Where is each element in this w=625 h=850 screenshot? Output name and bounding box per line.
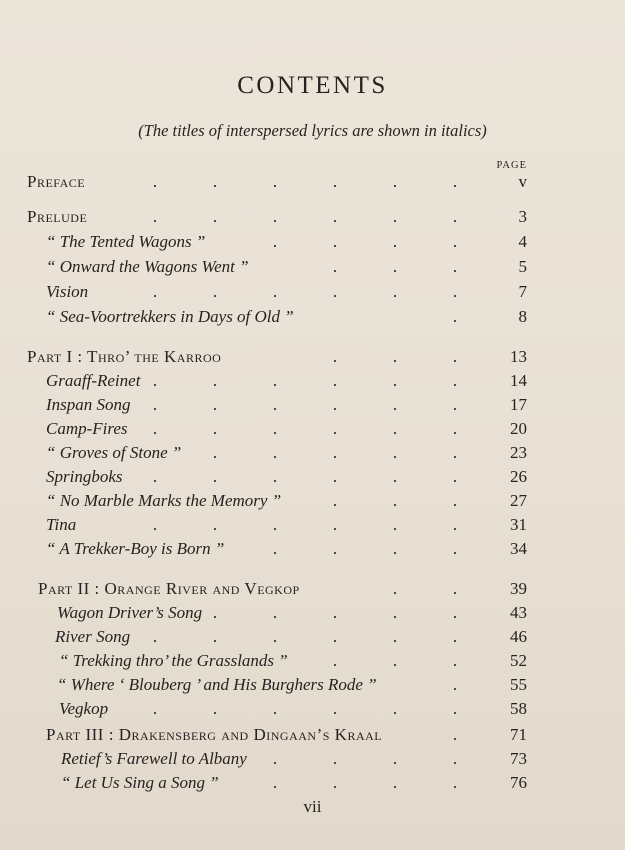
toc-entry-page-number: 27	[510, 491, 527, 510]
dot-leader: . . . . . .	[152, 419, 458, 438]
dot-leader: . . . . . .	[152, 371, 458, 390]
toc-entry-title: Prelude	[27, 207, 88, 226]
toc-entry	[0, 489, 625, 513]
toc-entry	[0, 417, 625, 441]
toc-entry-page-number: 58	[510, 699, 527, 718]
toc-entry	[0, 465, 625, 489]
page-column-heading: PAGE	[496, 160, 527, 171]
toc-entry-title: Part II : Orange River and Vegkop	[38, 579, 300, 598]
dot-leader: . . .	[332, 651, 458, 670]
toc-entry-page-number: 43	[510, 603, 527, 622]
dot-leader: . . . .	[272, 539, 458, 558]
dot-leader: . .	[392, 579, 458, 598]
toc-entry	[0, 205, 625, 229]
toc-entry-page-number: 14	[510, 371, 527, 390]
dot-leader: . . . . .	[212, 443, 458, 462]
toc-entry	[0, 230, 625, 254]
toc-entry-title: “ Onward the Wagons Went ”	[46, 257, 249, 276]
toc-entry-page-number: 73	[510, 749, 527, 768]
toc-entry-title: Graaff-Reinet	[46, 371, 141, 390]
toc-entry-title: Part III : Drakensberg and Dingaan’s Kraal	[46, 725, 383, 744]
toc-entry	[0, 771, 625, 795]
toc-entry-page-number: 20	[510, 419, 527, 438]
toc-entry-title: Springboks	[46, 467, 123, 486]
toc-entry	[0, 345, 625, 369]
toc-entry-page-number: 26	[510, 467, 527, 486]
toc-entry-title: Retief’s Farewell to Albany	[61, 749, 247, 768]
toc-entry-title: Camp-Fires	[46, 419, 128, 438]
dot-leader: .	[452, 675, 458, 694]
toc-entry	[0, 280, 625, 304]
toc-entry-page-number: 17	[510, 395, 527, 414]
toc-entry	[0, 601, 625, 625]
toc-entry-page-number: v	[518, 172, 527, 191]
toc-entry	[0, 393, 625, 417]
dot-leader: . . . . . .	[152, 467, 458, 486]
toc-entry	[0, 441, 625, 465]
dot-leader: . . . . . .	[152, 172, 458, 191]
toc-entry	[0, 673, 625, 697]
toc-entry-page-number: 13	[510, 347, 527, 366]
contents-note: (The titles of interspersed lyrics are shown in italics)	[138, 121, 487, 140]
toc-entry-title: River Song	[55, 627, 131, 646]
toc-entry-title: Preface	[27, 172, 86, 191]
toc-entry-page-number: 4	[518, 232, 527, 251]
toc-entry	[0, 305, 625, 329]
toc-entry-title: “ A Trekker-Boy is Born ”	[46, 539, 225, 558]
dot-leader: . . . . . .	[152, 627, 458, 646]
toc-entry-page-number: 5	[518, 257, 527, 276]
toc-entry	[0, 625, 625, 649]
toc-entry-title: “ Sea-Voortrekkers in Days of Old ”	[46, 307, 294, 326]
dot-leader: . . .	[332, 347, 458, 366]
toc-entry	[0, 649, 625, 673]
toc-entry-title: “ Let Us Sing a Song ”	[61, 773, 219, 792]
dot-leader: .	[452, 725, 458, 744]
dot-leader: . . . . . .	[152, 395, 458, 414]
toc-entry-page-number: 71	[510, 725, 527, 744]
dot-leader: . . . . .	[212, 603, 458, 622]
toc-entry-page-number: 46	[510, 627, 527, 646]
dot-leader: .	[452, 307, 458, 326]
toc-entry-page-number: 55	[510, 675, 527, 694]
toc-entry-page-number: 7	[518, 282, 527, 301]
dot-leader: . . . . . .	[152, 515, 458, 534]
dot-leader: . . . .	[272, 773, 458, 792]
toc-entry-page-number: 3	[518, 207, 527, 226]
toc-entry	[0, 369, 625, 393]
toc-entry-page-number: 8	[518, 307, 527, 326]
dot-leader: . . . . . .	[152, 282, 458, 301]
toc-entry-page-number: 39	[510, 579, 527, 598]
page-title: CONTENTS	[237, 72, 388, 99]
dot-leader: . . .	[332, 491, 458, 510]
toc-entry	[0, 747, 625, 771]
dot-leader: . . . .	[272, 232, 458, 251]
toc-entry	[0, 537, 625, 561]
toc-entry-title: “ No Marble Marks the Memory ”	[46, 491, 282, 510]
toc-entry	[0, 723, 625, 747]
toc-entry-title: “ Groves of Stone ”	[46, 443, 182, 462]
toc-entry-title: Vision	[46, 282, 89, 301]
toc-entry-title: Tina	[46, 515, 77, 534]
toc-entry-title: Inspan Song	[46, 395, 131, 414]
toc-entry-page-number: 34	[510, 539, 527, 558]
toc-entry	[0, 577, 625, 601]
toc-entry-page-number: 52	[510, 651, 527, 670]
toc-entry-title: “ Trekking thro’ the Grasslands ”	[59, 651, 288, 670]
page-number: vii	[303, 797, 322, 816]
toc-entry	[0, 255, 625, 279]
toc-entry-title: “ The Tented Wagons ”	[46, 232, 206, 251]
toc-entry-page-number: 31	[510, 515, 527, 534]
toc-entry-title: “ Where ‘ Blouberg ’ and His Burghers Rode ”	[57, 675, 377, 694]
toc-entry-title: Vegkop	[59, 699, 109, 718]
dot-leader: . . .	[332, 257, 458, 276]
toc-entry	[0, 513, 625, 537]
toc-entry	[0, 697, 625, 721]
toc-entry-page-number: 76	[510, 773, 527, 792]
dot-leader: . . . . . .	[152, 699, 458, 718]
toc-entry-title: Wagon Driver’s Song	[57, 603, 203, 622]
toc-entry-page-number: 23	[510, 443, 527, 462]
toc-entry-title: Part I : Thro’ the Karroo	[27, 347, 222, 366]
dot-leader: . . . . . .	[152, 207, 458, 226]
toc-entry	[0, 170, 625, 194]
dot-leader: . . . .	[272, 749, 458, 768]
